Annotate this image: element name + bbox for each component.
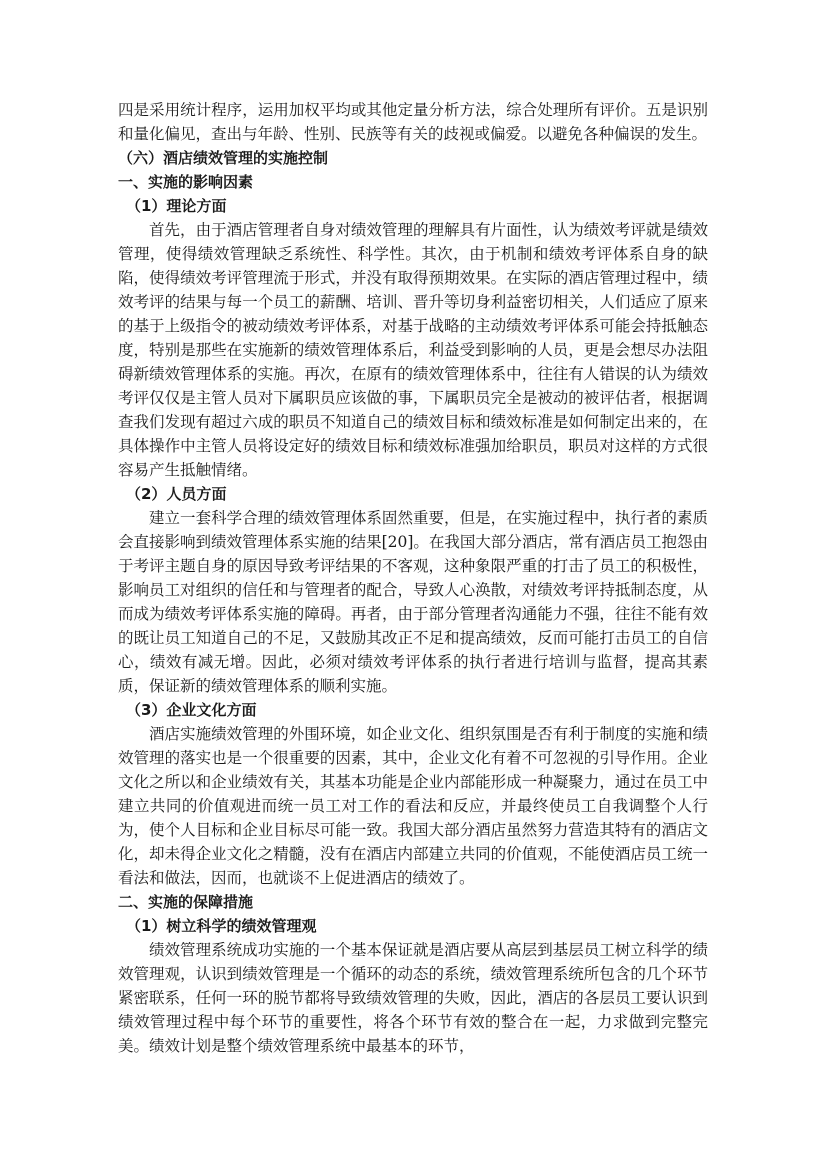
- paragraph-corporate-culture: 酒店实施绩效管理的外围环境，如企业文化、组织氛围是否有利于制度的实施和绩效管理的落实也是一个很重要的因素，其中，企业文化有着不可忽视的引导作用。企业文化之所以和企业绩效有关，其基本功能是企业内部能形成一种凝聚力，通过在员工中建立共同的价值观进而统一员工对工作的看法和反应，并最终使员工自我调整个人行为，使个人目标和企业目标尽可能一致。我国大部分酒店虽然努力营造其特有的酒店文化，却未得企业文化之精髓，没有在酒店内部建立共同的价值观，不能使酒店员工统一看法和做法，因而，也就谈不上促进酒店的绩效了。: [118, 725, 708, 887]
- paragraph-personnel: 建立一套科学合理的绩效管理体系固然重要，但是，在实施过程中，执行者的素质会直接影响到绩效管理体系实施的结果[20]。在我国大部分酒店，常有酒店员工抱怨由于考评主题自身的原因导致考评结果的不客观，这种象限严重的打击了员工的积极性，影响员工对组织的信任和与管理者的配合，导致人心涣散，对绩效考评持抵制态度，从而成为绩效考评体系实施的障碍。再者，由于部分管理者沟通能力不强，往往不能有效的既让员工知道自己的不足，又鼓励其改正不足和提高绩效，反而可能打击员工的自信心，绩效有减无增。因此，必须对绩效考评体系的执行者进行培训与监督，提高其素质，保证新的绩效管理体系的顺利实施。: [118, 509, 708, 695]
- subheading-scientific-view: （1）树立科学的绩效管理观: [126, 917, 317, 935]
- subheading-personnel: （2）人员方面: [126, 485, 227, 503]
- paragraph-scientific-view: 绩效管理系统成功实施的一个基本保证就是酒店要从高层到基层员工树立科学的绩效管理观，认识到绩效管理是一个循环的动态的系统，绩效管理系统所包含的几个环节紧密联系，任何一环的脱节都将导致绩效管理的失败，因此，酒店的各层员工要认识到绩效管理过程中每个环节的重要性，将各个环节有效的整合在一起，力求做到完整完美。绩效计划是整个绩效管理系统中最基本的环节，: [118, 941, 708, 1055]
- subheading-corporate-culture: （3）企业文化方面: [126, 701, 257, 719]
- section-heading-safeguard-measures: 二、实施的保障措施: [118, 893, 254, 911]
- paragraph-evaluation-methods: 四是采用统计程序，运用加权平均或其他定量分析方法，综合处理所有评价。五是识别和量化偏见，查出与年龄、性别、民族等有关的歧视或偏爱。以避免各种偏误的发生。: [118, 101, 708, 143]
- document-page: [118, 98, 708, 1058]
- section-heading-influencing-factors: 一、实施的影响因素: [118, 173, 254, 191]
- section-heading-implementation-control: （六）酒店绩效管理的实施控制: [118, 149, 329, 167]
- subheading-theory: （1）理论方面: [126, 197, 227, 215]
- paragraph-theory: 首先，由于酒店管理者自身对绩效管理的理解具有片面性，认为绩效考评就是绩效管理，使得绩效管理缺乏系统性、科学性。其次，由于机制和绩效考评体系自身的缺陷，使得绩效考评管理流于形式，并没有取得预期效果。在实际的酒店管理过程中，绩效考评的结果与每一个员工的薪酬、培训、晋升等切身利益密切相关，人们适应了原来的基于上级指令的被动绩效考评体系，对基于战略的主动绩效考评体系可能会持抵触态度，特别是那些在实施新的绩效管理体系后，利益受到影响的人员，更是会想尽办法阻碍新绩效管理体系的实施。再次，在原有的绩效管理体系中，往往有人错误的认为绩效考评仅仅是主管人员对下属职员应该做的事，下属职员完全是被动的被评估者，根据调查我们发现有超过六成的职员不知道自己的绩效目标和绩效标准是如何制定出来的，在具体操作中主管人员将设定好的绩效目标和绩效标准强加给职员，职员对这样的方式很容易产生抵触情绪。: [118, 221, 708, 479]
